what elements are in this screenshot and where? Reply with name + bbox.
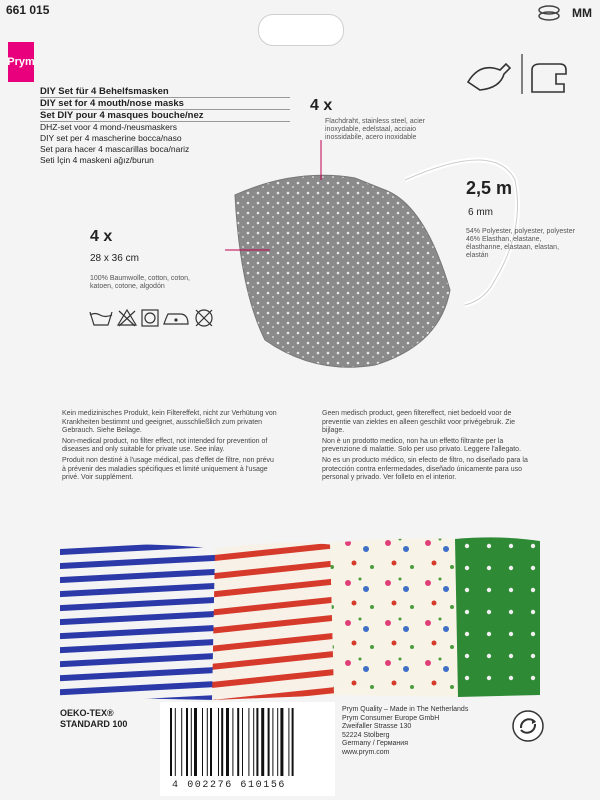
- recycle-icon: [512, 710, 544, 742]
- title-fr: Set DIY pour 4 masques bouche/nez: [40, 110, 290, 122]
- nose-clip-quantity: 4 x: [310, 97, 333, 114]
- oeko-tex-standard: STANDARD 100: [60, 719, 128, 729]
- hang-hole: [258, 14, 344, 46]
- green-dotted-fabric: [455, 537, 540, 697]
- iron-icon: [164, 314, 188, 324]
- wash-icon: [90, 312, 112, 325]
- article-number: 661 015: [6, 3, 50, 17]
- title-tr: Seti İçin 4 maskeni ağız/burun: [40, 155, 154, 165]
- fabric-size: 28 x 36 cm: [90, 253, 139, 264]
- nose-clip-material: Flachdraht, stainless steel, acier inoxydable, edelstaal, acciaio inossidabile, acero inoxidable: [325, 118, 425, 141]
- red-striped-fabric: [212, 543, 338, 700]
- disclaimer-nl: Geen medisch product, geen filtereffect, niet bedoeld voor de preventie van ziektes en alleen geschikt voor privégebruik. Zie bijlage.: [322, 410, 515, 435]
- no-bleach-icon: [118, 310, 136, 326]
- title-nl: DHZ-set voor 4 mond-/neusmaskers: [40, 122, 177, 132]
- title-en: DIY set for 4 mouth/nose masks: [40, 98, 290, 110]
- disclaimer-left: [62, 410, 277, 485]
- fabric-quantity: 4 x: [90, 228, 113, 245]
- prym-logo: Prym: [8, 42, 34, 82]
- care-symbols: [88, 308, 218, 328]
- disclaimer-fr: Produit non destiné à l'usage médical, pas d'effet de filtre, non prévu à prévenir des maladies spécifiques et limité uniquement à l'usage privé. Voir supplément.: [62, 456, 274, 482]
- elastic-width: 6 mm: [468, 207, 493, 218]
- title-it: DIY set per 4 mascherine bocca/naso: [40, 133, 182, 143]
- disclaimer-es: No es un producto médico, sin efecto de filtro, no diseñado para la protección contra enfermedades, diseñado únicamente para uso personal y privado. Ver folleto en el interior.: [322, 456, 528, 482]
- title-es: Set para hacer 4 mascarillas boca/nariz: [40, 144, 190, 154]
- elastic-length: 2,5 m: [466, 178, 513, 198]
- hand-sewing-machine-icon: [460, 52, 570, 96]
- elastic-material: 54% Polyester, polyester, polyester 46% Elasthan, elastane, élasthanne, elastaan, elastan, elastán: [466, 228, 575, 259]
- manufacturer-address: Prym Quality – Made in The Netherlands Prym Consumer Europe GmbH Zweifaller Strasse 130 52224 Stolberg Germany / Германия www.prym.com: [342, 706, 469, 756]
- no-dry-clean-icon: [196, 310, 212, 326]
- disclaimer-de: Kein medizinisches Produkt, kein Filtereffekt, nicht zur Verhütung von Krankheiten bestimmt und geeignet, ausschließlich zum privaten Gebrauch. Siehe Beilage.: [62, 410, 277, 435]
- tumble-dry-icon: [142, 310, 158, 326]
- disclaimer-right: [322, 410, 537, 485]
- oeko-tex-label: [60, 708, 155, 730]
- floral-fabric: [330, 539, 460, 698]
- fabric-material: 100% Baumwolle, cotton, coton, katoen, cotone, algodón: [90, 275, 191, 290]
- unit-label: MM: [572, 6, 592, 20]
- barcode-digits: 4 002276 610156: [172, 780, 287, 791]
- disclaimer-en: Non-medical product, no filter effect, not intended for prevention of diseases and only suitable for private use. See inlay.: [62, 437, 268, 454]
- title-de: DIY Set für 4 Behelfsmasken: [40, 86, 290, 98]
- buttons-icon: [536, 5, 562, 21]
- fabric-swatches: [60, 535, 540, 700]
- disclaimer-it: Non è un prodotto medico, non ha un effetto filtrante per la prevenzione di malattie. Solo per uso privato. Leggere l'allegato.: [322, 437, 522, 454]
- blue-striped-fabric: [60, 544, 220, 700]
- oeko-tex-title: OEKO-TEX®: [60, 708, 114, 718]
